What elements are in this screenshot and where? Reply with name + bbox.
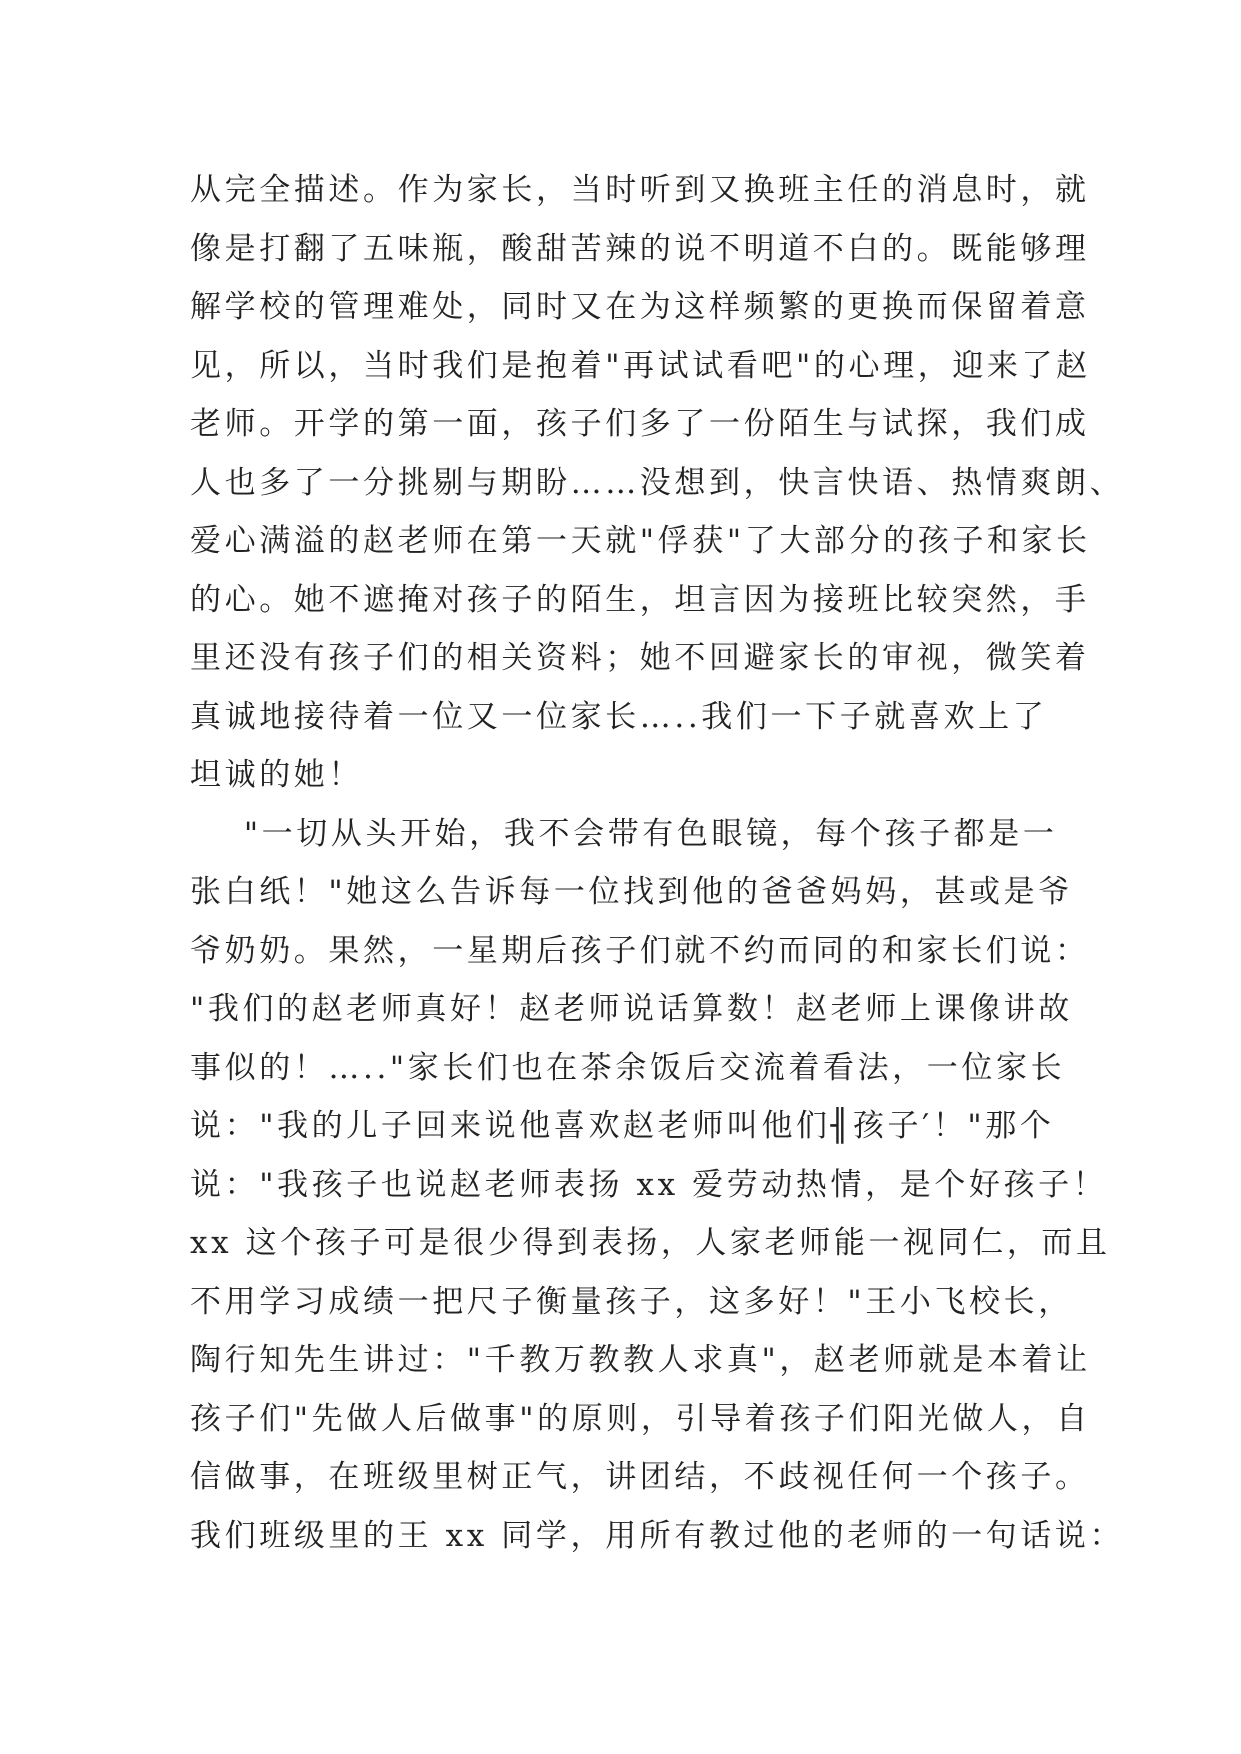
text-line: 说："我的儿子回来说他喜欢赵老师叫他们╢孩子′！"那个 (190, 1108, 1055, 1144)
text-line: "一切从头开始，我不会带有色眼镜，每个孩子都是一 (190, 815, 1058, 852)
text-line: 解学校的管理难处，同时又在为这样频繁的更换而保留着意 (190, 289, 1090, 325)
text-line: 人也多了一分挑剔与期盼……没想到，快言快语、热情爽朗、 (190, 464, 1125, 501)
text-line: "我们的赵老师真好！赵老师说话算数！赵老师上课像讲故 (190, 991, 1073, 1027)
text-line: 我们班级里的王 xx 同学，用所有教过他的老师的一句话说： (190, 1517, 1125, 1554)
text-line: 的心。她不遮掩对孩子的陌生，坦言因为接班比较突然，手 (190, 581, 1090, 618)
text-line: 老师。开学的第一面，孩子们多了一份陌生与试探，我们成 (190, 406, 1090, 442)
text-line: 坦诚的她！ (190, 757, 363, 793)
text-line: 爱心满溢的赵老师在第一天就"俘获"了大部分的孩子和家长 (190, 523, 1091, 559)
text-line: 爷奶奶。果然，一星期后孩子们就不约而同的和家长们说： (190, 932, 1090, 969)
text-line: 像是打翻了五味瓶，酸甜苦辣的说不明道不白的。既能够理 (190, 230, 1090, 267)
text-line: 说："我孩子也说赵老师表扬 xx 爱劳动热情，是个好孩子！ (190, 1166, 1108, 1203)
text-line: 里还没有孩子们的相关资料；她不回避家长的审视，微笑着 (190, 640, 1090, 676)
text-line: 孩子们"先做人后做事"的原则，引导着孩子们阳光做人，自 (190, 1400, 1091, 1437)
text-line: 从完全描述。作为家长，当时听到又换班主任的消息时，就 (190, 172, 1090, 208)
text-line: 真诚地接待着一位又一位家长…..我们一下子就喜欢上了 (190, 698, 1048, 735)
text-line: 信做事，在班级里树正气，讲团结，不歧视任何一个孩子。 (190, 1459, 1090, 1495)
document-body (190, 161, 1125, 1565)
text-line: 事似的！….."家长们也在茶余饭后交流着看法，一位家长 (190, 1049, 1066, 1086)
text-line: 张白纸！"她这么告诉每一位找到他的爸爸妈妈，甚或是爷 (190, 874, 1073, 910)
text-line: 不用学习成绩一把尺子衡量孩子，这多好！"王小飞校长， (190, 1283, 1073, 1320)
text-line: 陶行知先生讲过："千教万教教人求真"，赵老师就是本着让 (190, 1342, 1091, 1378)
text-line: 见，所以，当时我们是抱着"再试试看吧"的心理，迎来了赵 (190, 347, 1091, 384)
text-line: xx 这个孩子可是很少得到表扬，人家老师能一视同仁，而且 (190, 1225, 1111, 1261)
